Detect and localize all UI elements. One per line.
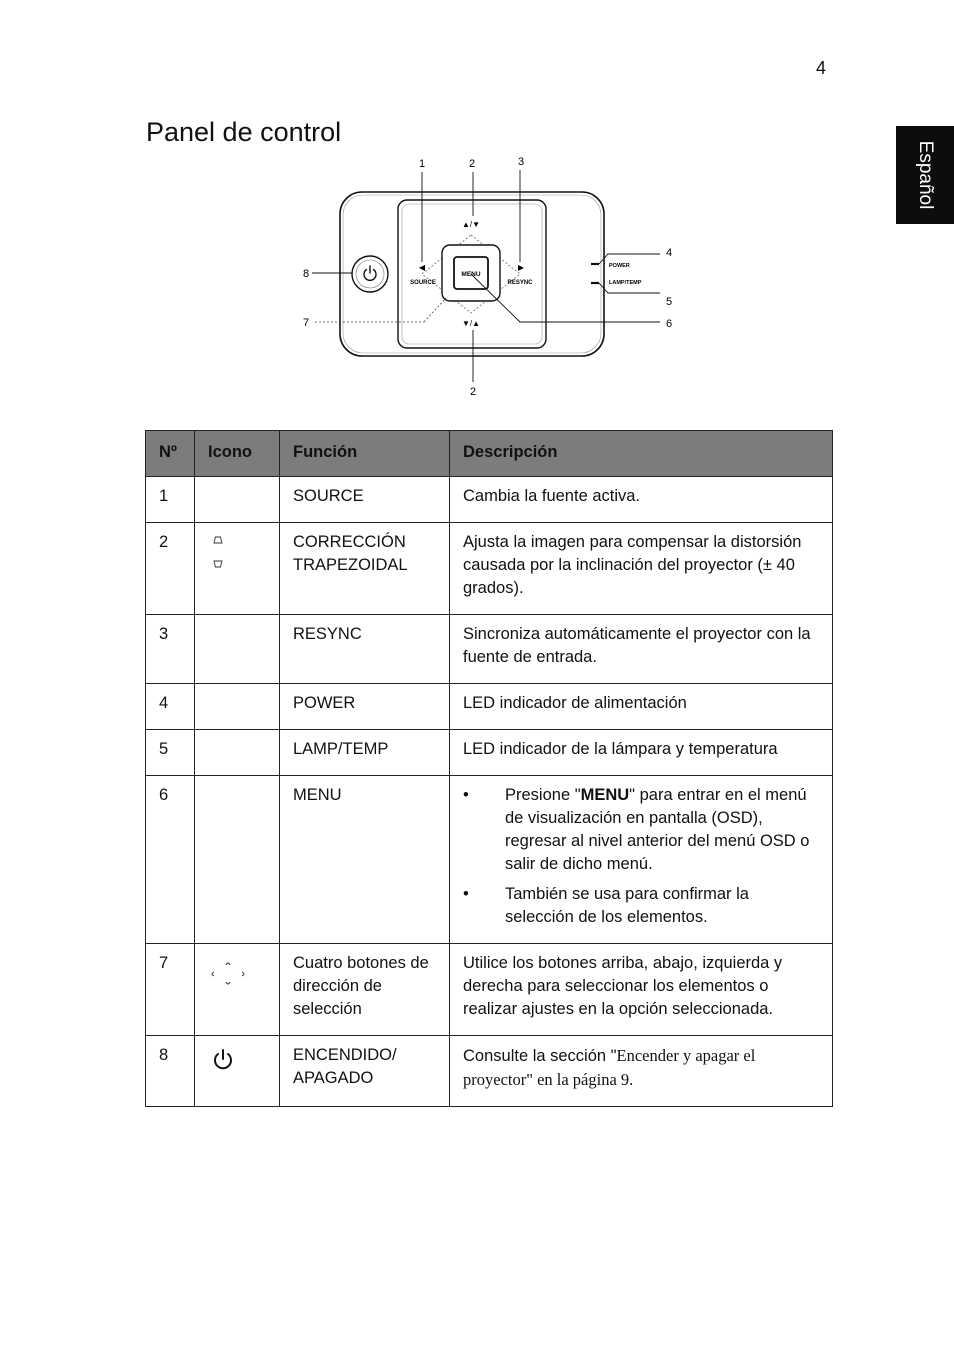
header-function: Función (280, 431, 450, 477)
header-icon: Icono (195, 431, 280, 477)
control-panel-diagram (290, 150, 690, 400)
keystone-down-icon (214, 561, 222, 567)
header-number: Nº (146, 431, 195, 477)
table-row (146, 523, 833, 615)
row-number: 2 (146, 523, 195, 615)
page-title: Panel de control (146, 117, 342, 147)
row-function: MENU (280, 776, 450, 944)
row-number: 6 (146, 776, 195, 944)
right-arrow-icon[interactable]: ▶ (517, 263, 525, 272)
callout-2-bottom: 2 (469, 386, 477, 398)
callout-3: 3 (517, 156, 525, 168)
header-description: Descripción (450, 431, 833, 477)
table-row (146, 477, 833, 523)
row-number: 3 (146, 615, 195, 684)
row-function: ENCENDIDO/ APAGADO (280, 1036, 450, 1107)
language-tab-label: Español (915, 140, 936, 210)
menu-bullet-list (463, 784, 819, 929)
row-icon (195, 944, 280, 1036)
list-item (463, 883, 819, 929)
right-chevron-icon (242, 972, 244, 976)
power-button-inner (356, 260, 384, 288)
keystone-icons (208, 531, 228, 571)
row-icon (195, 477, 280, 523)
bullet-text-bold: MENU (580, 786, 630, 804)
left-arrow-icon[interactable]: ◀ (418, 263, 426, 272)
table-row (146, 776, 833, 944)
row-description: LED indicador de la lámpara y temperatura (450, 730, 833, 776)
power-button[interactable] (352, 256, 388, 292)
row-icon (195, 730, 280, 776)
row-function: POWER (280, 684, 450, 730)
up-chevron-icon (226, 963, 230, 965)
list-item (463, 784, 819, 876)
row-number: 5 (146, 730, 195, 776)
bullet-text-post: " para entrar en el menú de visualización en pantalla (OSD), regresar al nivel anterior del menú OSD o salir de dicho menú. (505, 786, 810, 873)
row-icon (195, 615, 280, 684)
row-number: 7 (146, 944, 195, 1036)
menu-button-label: MENU (461, 271, 481, 278)
row-icon (195, 684, 280, 730)
table-row (146, 615, 833, 684)
page-number: 4 (816, 58, 827, 78)
row-description (450, 776, 833, 944)
keystone-down-label: ▼/▲ (461, 319, 481, 328)
left-chevron-icon (212, 972, 214, 976)
keystone-up-icon (214, 537, 222, 543)
row-description: Ajusta la imagen para compensar la distorsión causada por la inclinación del proyector (± 40 grados). (450, 523, 833, 615)
table-row (146, 730, 833, 776)
resync-label: RESYNC (507, 280, 533, 286)
down-chevron-icon (226, 982, 230, 984)
table-row (146, 684, 833, 730)
table-row (146, 1036, 833, 1107)
row-function: CORRECCIÓN TRAPEZOIDAL (280, 523, 450, 615)
four-direction-icon (208, 952, 248, 992)
row-function: RESYNC (280, 615, 450, 684)
control-functions-table (145, 430, 833, 1107)
table-header-row (146, 431, 833, 477)
callout-7: 7 (302, 317, 310, 329)
callout-1: 1 (418, 158, 426, 170)
row-function: SOURCE (280, 477, 450, 523)
row-description: Utilice los botones arriba, abajo, izquierda y derecha para seleccionar los elementos o realizar ajustes en la opción seleccionada. (450, 944, 833, 1036)
bullet-text: También se usa para confirmar la selección de los elementos. (505, 885, 749, 926)
table-row (146, 944, 833, 1036)
language-tab (896, 126, 954, 224)
row-number: 1 (146, 477, 195, 523)
lamp-temp-led-label: LAMP/TEMP (609, 280, 642, 286)
power-icon (208, 1044, 238, 1074)
row-number: 8 (146, 1036, 195, 1107)
reference-link[interactable]: Encender y apagar el proyector" en la página 9. (463, 1046, 756, 1089)
row-description: Cambia la fuente activa. (450, 477, 833, 523)
keystone-up-label: ▲/▼ (461, 220, 481, 229)
row-description: Sincroniza automáticamente el proyector con la fuente de entrada. (450, 615, 833, 684)
callout-6: 6 (665, 318, 673, 330)
callout-4: 4 (665, 247, 673, 259)
callout-2-top: 2 (468, 158, 476, 170)
row-function: Cuatro botones de dirección de selección (280, 944, 450, 1036)
row-description (450, 1036, 833, 1107)
row-number: 4 (146, 684, 195, 730)
reference-text: Consulte la sección " (463, 1047, 617, 1065)
power-icon (364, 266, 376, 280)
row-description: LED indicador de alimentación (450, 684, 833, 730)
callout-7-leader-diag (424, 298, 446, 322)
power-led-label: POWER (609, 263, 630, 269)
callout-8: 8 (302, 268, 310, 280)
source-label: SOURCE (410, 280, 436, 286)
row-icon (195, 523, 280, 615)
callout-5: 5 (665, 296, 673, 308)
row-icon (195, 776, 280, 944)
bullet-text-pre: Presione " (505, 786, 581, 804)
row-function: LAMP/TEMP (280, 730, 450, 776)
row-icon (195, 1036, 280, 1107)
